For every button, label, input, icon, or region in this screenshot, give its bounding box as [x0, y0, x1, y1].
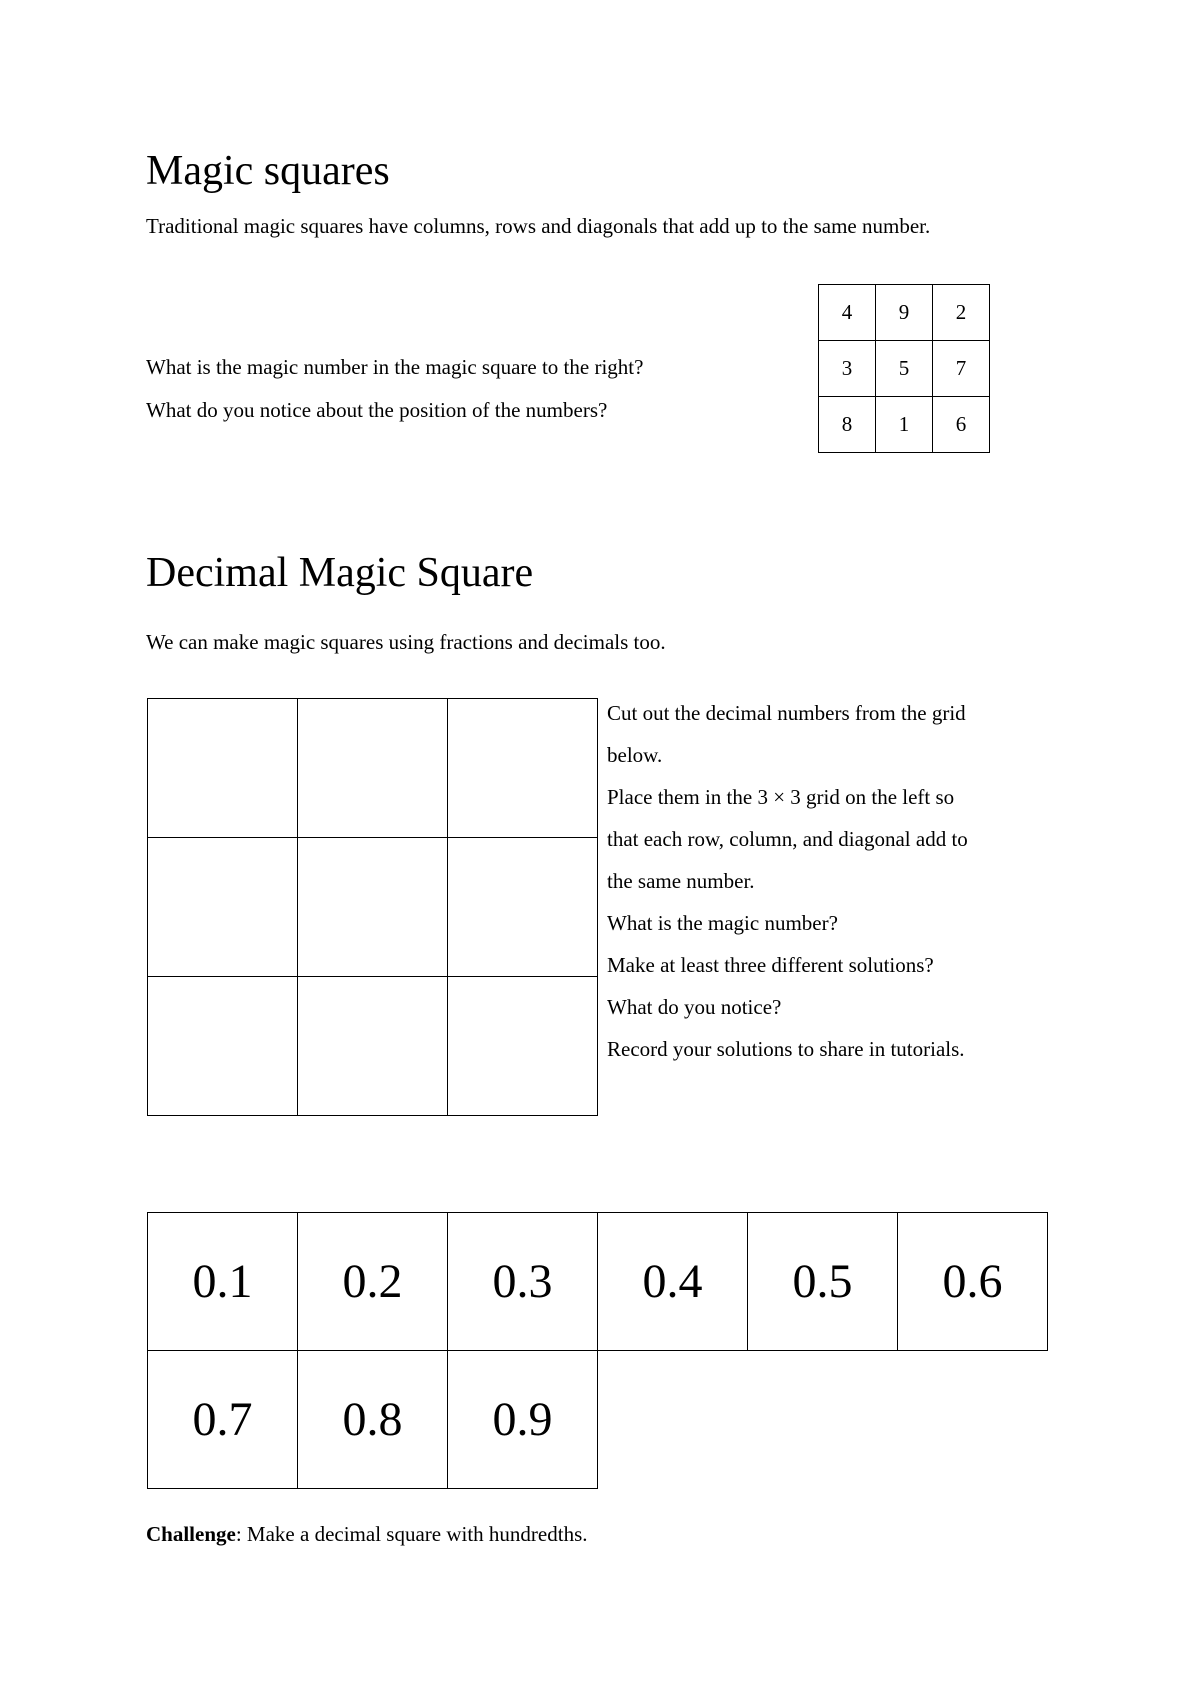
intro-text: Traditional magic squares have columns, rows and diagonals that add up to the same number.: [146, 214, 931, 238]
decimal-card: 0.5: [748, 1213, 898, 1351]
decimal-card: 0.3: [448, 1213, 598, 1351]
blank-cell: [748, 1351, 898, 1489]
instruction-line: Make at least three different solutions?: [607, 953, 934, 977]
empty-grid-cell: [148, 977, 298, 1116]
instruction-line: Cut out the decimal numbers from the grid: [607, 701, 966, 725]
magic-square-cell: 8: [819, 397, 876, 453]
challenge-text: [146, 1522, 588, 1547]
magic-square-cell: 3: [819, 341, 876, 397]
page-title: Magic squares: [146, 148, 390, 194]
challenge-description: : Make a decimal square with hundredths.: [235, 1522, 588, 1546]
instruction-line: the same number.: [607, 869, 755, 893]
magic-square-cell: 2: [933, 285, 990, 341]
magic-square-cell: 4: [819, 285, 876, 341]
magic-square-cell: 7: [933, 341, 990, 397]
decimal-card: 0.7: [148, 1351, 298, 1489]
empty-grid-cell: [448, 838, 598, 977]
challenge-label: Challenge: [146, 1522, 236, 1546]
empty-grid-cell: [148, 838, 298, 977]
decimal-card: 0.1: [148, 1213, 298, 1351]
empty-grid-cell: [448, 977, 598, 1116]
decimal-card: 0.4: [598, 1213, 748, 1351]
decimal-card: 0.6: [898, 1213, 1048, 1351]
instruction-line: What is the magic number?: [607, 911, 838, 935]
empty-grid-row: [148, 699, 598, 838]
question-magic-number: What is the magic number in the magic square to the right?: [146, 355, 644, 379]
decimal-card: 0.2: [298, 1213, 448, 1351]
magic-square-row: [819, 285, 990, 341]
decimal-card: 0.8: [298, 1351, 448, 1489]
instruction-line: What do you notice?: [607, 995, 782, 1019]
instructions-block: [607, 692, 968, 1070]
empty-grid-cell: [298, 838, 448, 977]
instruction-line: Place them in the 3 × 3 grid on the left so: [607, 785, 955, 809]
empty-grid-cell: [298, 699, 448, 838]
section-title-decimal: Decimal Magic Square: [146, 550, 534, 596]
question-position: What do you notice about the position of the numbers?: [146, 398, 608, 422]
decimal-cards-row: [148, 1351, 1048, 1489]
empty-grid-cell: [298, 977, 448, 1116]
instruction-line: below.: [607, 743, 663, 767]
magic-square-3x3: [818, 284, 990, 453]
magic-square-row: [819, 397, 990, 453]
decimal-intro-text: We can make magic squares using fractions and decimals too.: [146, 630, 666, 654]
decimal-cards-grid: [147, 1212, 1048, 1489]
empty-grid-cell: [448, 699, 598, 838]
empty-grid-cell: [148, 699, 298, 838]
blank-cell: [898, 1351, 1048, 1489]
empty-grid-3x3: [147, 698, 598, 1116]
magic-square-cell: 1: [876, 397, 933, 453]
decimal-cards-row: [148, 1213, 1048, 1351]
magic-square-cell: 5: [876, 341, 933, 397]
instruction-line: Record your solutions to share in tutorials.: [607, 1037, 965, 1061]
magic-square-cell: 6: [933, 397, 990, 453]
magic-square-row: [819, 341, 990, 397]
instruction-line: that each row, column, and diagonal add to: [607, 827, 968, 851]
magic-square-cell: 9: [876, 285, 933, 341]
blank-cell: [598, 1351, 748, 1489]
empty-grid-row: [148, 977, 598, 1116]
decimal-card: 0.9: [448, 1351, 598, 1489]
empty-grid-row: [148, 838, 598, 977]
